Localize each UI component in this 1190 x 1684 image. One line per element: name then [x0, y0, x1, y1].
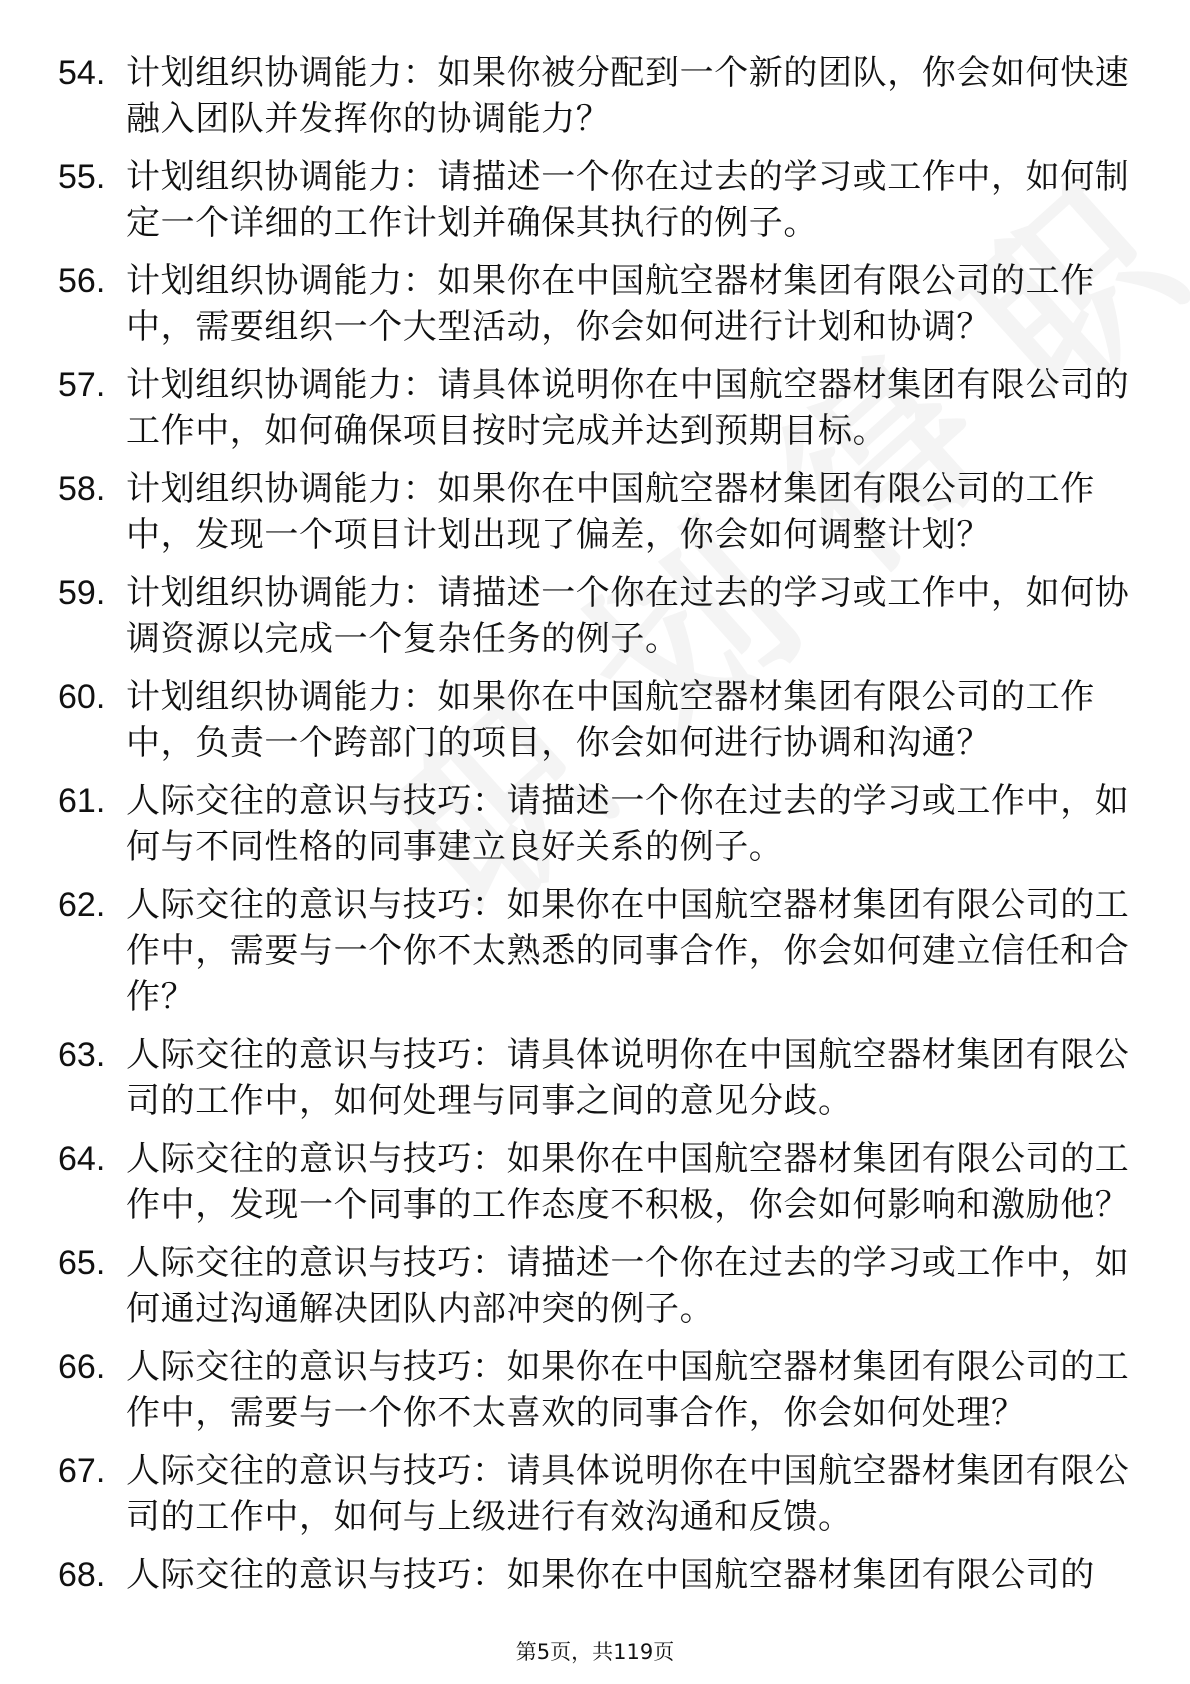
question-number: 62. — [58, 886, 106, 924]
question-number: 56. — [58, 262, 106, 300]
question-item — [58, 50, 1138, 142]
question-text: 人际交往的意识与技巧：如果你在中国航空器材集团有限公司的工作中，需要与一个你不太熟悉的同事合作，你会如何建立信任和合作？ — [126, 885, 1130, 1017]
page-number-label: 第5页，共119页 — [515, 1640, 675, 1664]
question-text: 计划组织协调能力：如果你在中国航空器材集团有限公司的工作中，发现一个项目计划出现了偏差，你会如何调整计划？ — [126, 469, 1095, 555]
question-number: 68. — [58, 1556, 106, 1594]
question-list — [58, 50, 1138, 1610]
question-number: 59. — [58, 574, 106, 612]
question-item — [58, 1552, 1138, 1598]
question-item — [58, 674, 1138, 766]
question-number: 54. — [58, 54, 106, 92]
question-text: 计划组织协调能力：如果你被分配到一个新的团队，你会如何快速融入团队并发挥你的协调能力？ — [126, 53, 1130, 139]
question-number: 58. — [58, 470, 106, 508]
question-number: 60. — [58, 678, 106, 716]
question-item — [58, 466, 1138, 558]
question-number: 55. — [58, 158, 106, 196]
question-item — [58, 570, 1138, 662]
question-item — [58, 1240, 1138, 1332]
question-item — [58, 778, 1138, 870]
question-number: 65. — [58, 1244, 106, 1282]
question-number: 61. — [58, 782, 106, 820]
question-text: 人际交往的意识与技巧：请描述一个你在过去的学习或工作中，如何与不同性格的同事建立良好关系的例子。 — [126, 781, 1130, 867]
question-item — [58, 1448, 1138, 1540]
question-text: 人际交往的意识与技巧：如果你在中国航空器材集团有限公司的工作中，需要与一个你不太喜欢的同事合作，你会如何处理？ — [126, 1347, 1130, 1433]
question-item — [58, 1032, 1138, 1124]
page-footer — [0, 1638, 1190, 1666]
question-item — [58, 258, 1138, 350]
question-text: 计划组织协调能力：如果你在中国航空器材集团有限公司的工作中，负责一个跨部门的项目，你会如何进行协调和沟通？ — [126, 677, 1095, 763]
question-text: 人际交往的意识与技巧：请具体说明你在中国航空器材集团有限公司的工作中，如何处理与同事之间的意见分歧。 — [126, 1035, 1130, 1121]
question-text: 计划组织协调能力：请描述一个你在过去的学习或工作中，如何协调资源以完成一个复杂任务的例子。 — [126, 573, 1130, 659]
question-text: 人际交往的意识与技巧：如果你在中国航空器材集团有限公司的 — [126, 1555, 1095, 1595]
question-number: 64. — [58, 1140, 106, 1178]
question-number: 66. — [58, 1348, 106, 1386]
question-item — [58, 882, 1138, 1020]
question-text: 计划组织协调能力：请描述一个你在过去的学习或工作中，如何制定一个详细的工作计划并确保其执行的例子。 — [126, 157, 1130, 243]
question-text: 计划组织协调能力：请具体说明你在中国航空器材集团有限公司的工作中，如何确保项目按时完成并达到预期目标。 — [126, 365, 1130, 451]
question-item — [58, 1344, 1138, 1436]
question-number: 63. — [58, 1036, 106, 1074]
question-text: 人际交往的意识与技巧：请具体说明你在中国航空器材集团有限公司的工作中，如何与上级进行有效沟通和反馈。 — [126, 1451, 1130, 1537]
question-item — [58, 154, 1138, 246]
question-item — [58, 362, 1138, 454]
question-text: 人际交往的意识与技巧：如果你在中国航空器材集团有限公司的工作中，发现一个同事的工作态度不积极，你会如何影响和激励他？ — [126, 1139, 1130, 1225]
question-number: 57. — [58, 366, 106, 404]
question-number: 67. — [58, 1452, 106, 1490]
question-item — [58, 1136, 1138, 1228]
question-text: 人际交往的意识与技巧：请描述一个你在过去的学习或工作中，如何通过沟通解决团队内部冲突的例子。 — [126, 1243, 1130, 1329]
question-text: 计划组织协调能力：如果你在中国航空器材集团有限公司的工作中，需要组织一个大型活动，你会如何进行计划和协调？ — [126, 261, 1095, 347]
